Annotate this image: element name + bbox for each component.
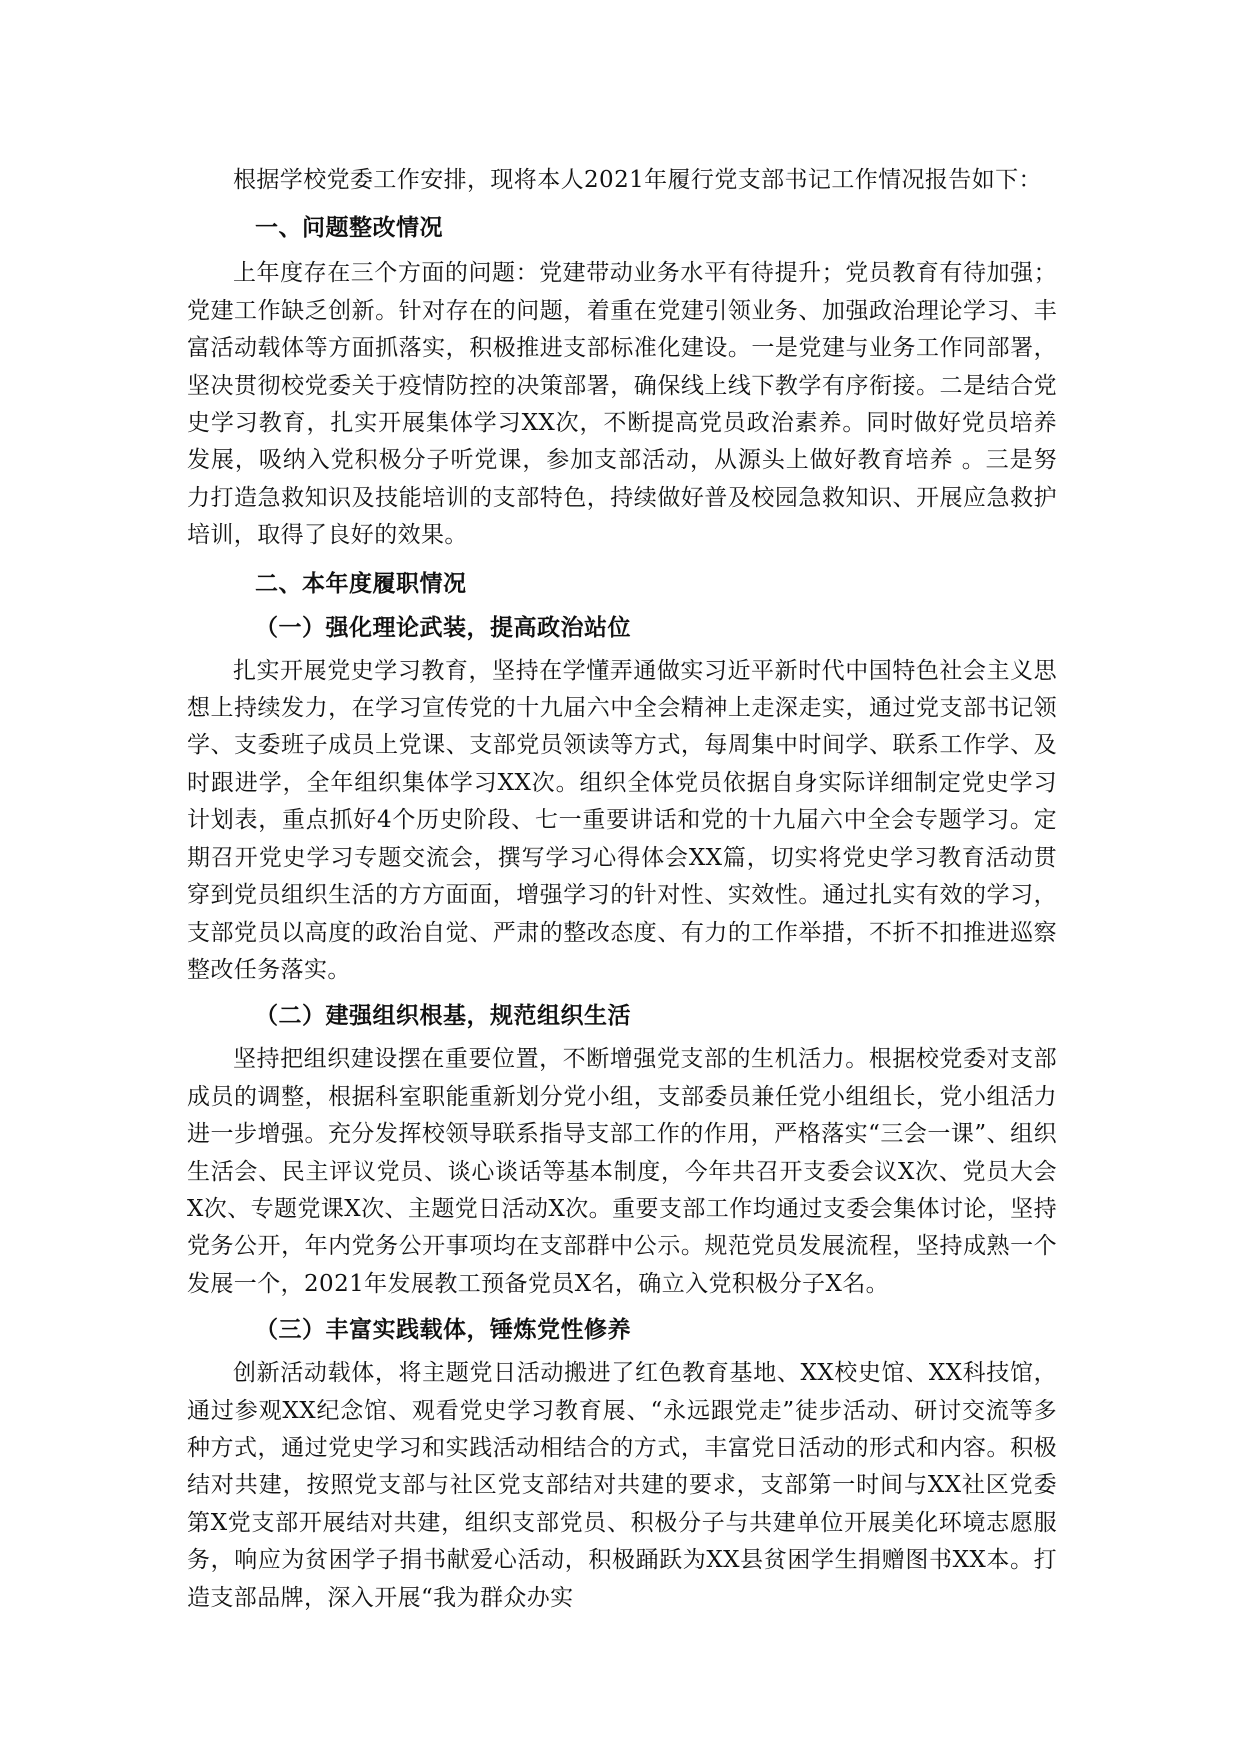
section-heading-annual-performance: 二、本年度履职情况: [255, 570, 467, 597]
intro-paragraph: 根据学校党委工作安排，现将本人2021年履行党支部书记工作情况报告如下：: [233, 167, 1042, 193]
subsection3-paragraph: 创新活动载体，将主题党日活动搬进了红色教育基地、XX校史馆、XX科技馆，通过参观XX纪念馆、观看党史学习教育展、“永远跟党走”徒步活动、研讨交流等多种方式，通过党史学习和实践活动相结合的方式，丰富党日活动的形式和内容。积极结对共建，按照党支部与社区党支部结对共建的要求，支部第一时间与XX社区党委第X党支部开展结对共建，组织支部党员、积极分子与共建单位开展美化环境志愿服务，响应为贫困学子捐书献爱心活动，积极踊跃为XX县贫困学生捐赠图书XX本。打造支部品牌，深入开展“我为群众办实: [187, 1360, 1057, 1611]
subsection-heading-theory: （一）强化理论武装，提高政治站位: [255, 614, 631, 641]
section1-paragraph: 上年度存在三个方面的问题：党建带动业务水平有待提升；党员教育有待加强；党建工作缺乏创新。针对存在的问题，着重在党建引领业务、加强政治理论学习、丰富活动载体等方面抓落实，积极推进支部标准化建设。一是党建与业务工作同部署，坚决贯彻校党委关于疫情防控的决策部署，确保线上线下教学有序衔接。二是结合党史学习教育，扎实开展集体学习XX次，不断提高党员政治素养。同时做好党员培养发展，吸纳入党积极分子听党课，参加支部活动，从源头上做好教育培养 。三是努力打造急救知识及技能培训的支部特色，持续做好普及校园急救知识、开展应急救护培训，取得了良好的效果。: [187, 260, 1057, 549]
subsection2-paragraph: 坚持把组织建设摆在重要位置，不断增强党支部的生机活力。根据校党委对支部成员的调整，根据科室职能重新划分党小组，支部委员兼任党小组组长，党小组活力进一步增强。充分发挥校领导联系指导支部工作的作用，严格落实“三会一课”、组织生活会、民主评议党员、谈心谈话等基本制度，今年共召开支委会议X次、党员大会X次、专题党课X次、主题党日活动X次。重要支部工作均通过支委会集体讨论，坚持党务公开，年内党务公开事项均在支部群中公示。规范党员发展流程，坚持成熟一个发展一个，2021年发展教工预备党员X名，确立入党积极分子X名。: [187, 1046, 1057, 1297]
subsection-heading-organization: （二）建强组织根基，规范组织生活: [255, 1003, 631, 1030]
section-heading-problem-rectification: 一、问题整改情况: [255, 215, 443, 242]
subsection-heading-practice: （三）丰富实践载体，锤炼党性修养: [255, 1317, 631, 1344]
document-body: [187, 162, 1057, 1617]
subsection1-paragraph: 扎实开展党史学习教育，坚持在学懂弄通做实习近平新时代中国特色社会主义思想上持续发力，在学习宣传党的十九届六中全会精神上走深走实，通过党支部书记领学、支委班子成员上党课、支部党员领读等方式，每周集中时间学、联系工作学、及时跟进学，全年组织集体学习XX次。组织全体党员依据自身实际详细制定党史学习计划表，重点抓好4个历史阶段、七一重要讲话和党的十九届六中全会专题学习。定期召开党史学习专题交流会，撰写学习心得体会XX篇，切实将党史学习教育活动贯穿到党员组织生活的方方面面，增强学习的针对性、实效性。通过扎实有效的学习，支部党员以高度的政治自觉、严肃的整改态度、有力的工作举措，不折不扣推进巡察整改任务落实。: [187, 657, 1057, 983]
